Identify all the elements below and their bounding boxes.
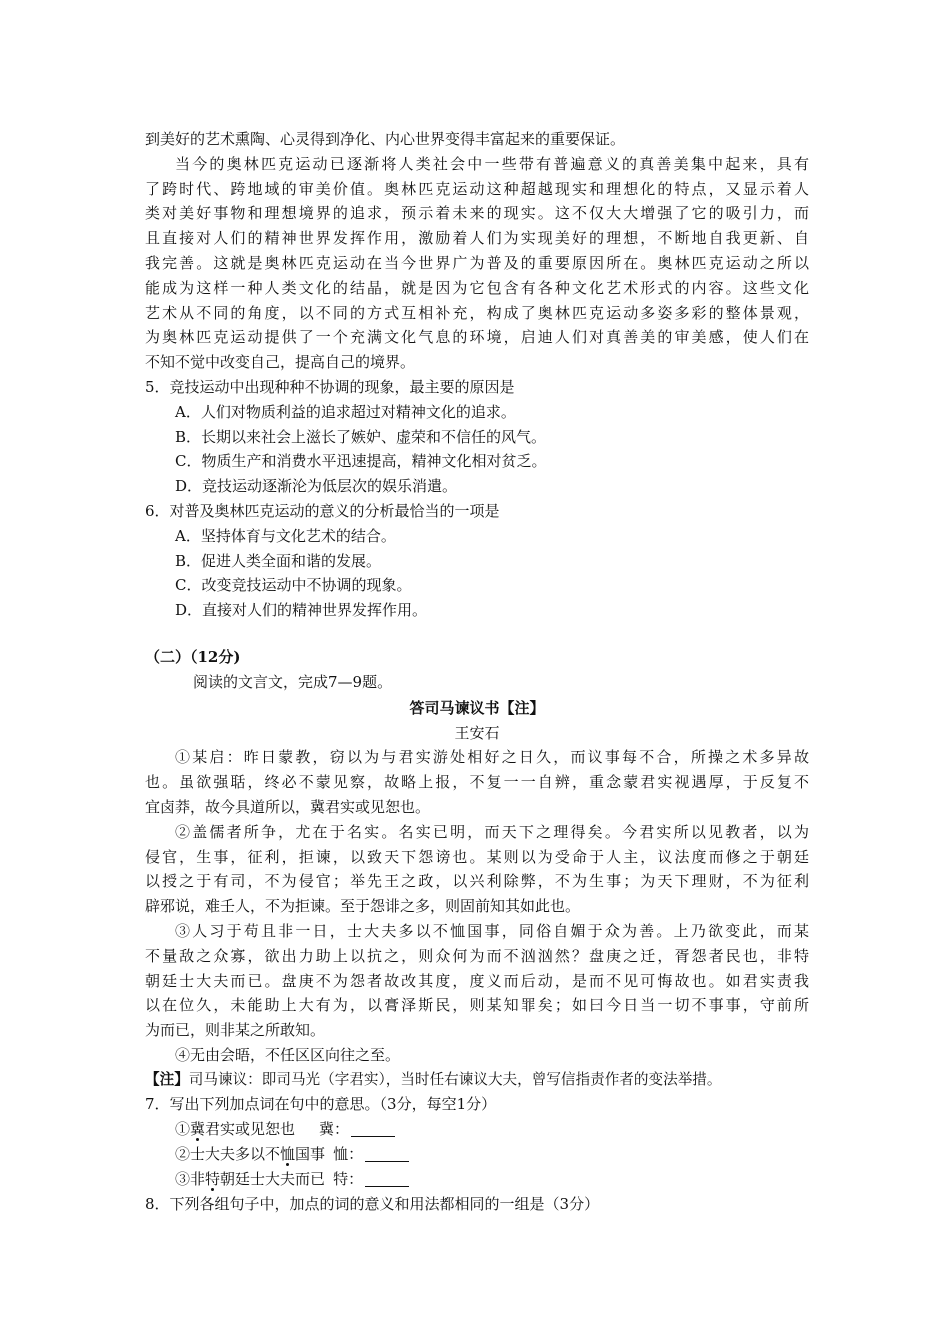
option-d: D．直接对人们的精神世界发挥作用。 [175,601,428,620]
option-c: C．改变竞技运动中不协调的现象。 [175,576,412,595]
passage-line: 为奥林匹克运动提供了一个充满文化气息的环境，启迪人们对真善美的审美感，使人们在 [145,328,809,347]
option-d: D．竞技运动逐渐沦为低层次的娱乐消遣。 [175,477,458,496]
item-number: ③ [175,1169,191,1188]
section-heading: （二）（12分) [145,647,241,666]
section-instruction: 阅读的文言文，完成7—9题。 [193,672,393,691]
answer-blank[interactable] [365,1170,409,1187]
sentence-post: 君实或见恕也 [205,1120,296,1139]
page-content [145,127,809,1216]
classical-passage [145,745,809,1067]
classical-line: 侵官，生事，征利，拒谏，以致天下怨谤也。某则以为受命于人主，议法度而修之于朝廷 [145,847,809,866]
classical-line: 为而已，则非某之所敢知。 [145,1021,326,1040]
passage-line: 不知不觉中改变自己，提高自己的境界。 [145,353,416,372]
footnote [145,1068,809,1093]
classical-line: ①某启：昨日蒙教，窃以为与君实游处相好之日久，而议事每不合，所操之术多异故 [175,748,809,767]
passage-line: 类对美好事物和理想境界的追求，预示着未来的现实。这不仅大大增强了它的吸引力，而 [145,204,809,223]
question-5 [145,375,809,499]
passage-line: 且直接对人们的精神世界发挥作用，激励着人们为实现美好的理想，不断地自我更新、自 [145,229,809,248]
option-b: B．长期以来社会上滋长了嫉妒、虚荣和不信任的风气。 [175,427,547,446]
note-text: 司马谏议：即司马光（字君实），当时任右谏议大夫，曾写信指责作者的变法举措。 [188,1070,722,1088]
dotted-word: 特 [205,1169,221,1188]
question-7 [145,1092,809,1191]
sentence-pre: 非 [190,1169,206,1188]
question-8-stem: 8．下列各组句子中，加点的词的意义和用法都相同的一组是（3分） [145,1194,600,1213]
classical-line: 以授之于有司，不为侵官；举先王之政，以兴利除弊，不为生事；为天下理财，不为征利 [145,872,809,891]
classical-line: 也。虽欲强聒，终必不蒙见察，故略上报，不复一一自辨，重念蒙君实视遇厚，于反复不 [145,773,809,792]
option-a: A．人们对物质利益的追求超过对精神文化的追求。 [175,402,516,421]
answer-label: 特： [333,1169,364,1188]
classical-line: 不量敌之众寡，欲出力助上以抗之，则众何为而不汹汹然？盘庚之迁，胥怨者民也，非特 [145,946,809,965]
q7-item-2 [145,1142,809,1167]
q7-item-3 [145,1167,809,1192]
section-2 [145,645,809,745]
passage-line: 当今的奥林匹克运动已逐渐将人类社会中一些带有普遍意义的真善美集中起来，具有 [175,154,809,173]
modern-passage [145,127,809,375]
passage-line: 能成为这样一种人类文化的结晶，就是因为它包含有各种文化艺术形式的内容。这些文化 [145,278,809,297]
item-number: ② [175,1145,191,1164]
passage-line: 艺术从不同的角度，以不同的方式互相补充，构成了奥林匹克运动多姿多彩的整体景观， [145,303,809,322]
passage-line: 到美好的艺术熏陶、心灵得到净化、内心世界变得丰富起来的重要保证。 [145,130,626,148]
spacer [145,623,809,645]
q7-item-1 [145,1117,809,1142]
classical-line: 辟邪说，难壬人，不为拒谏。至于怨诽之多，则固前知其如此也。 [145,897,581,916]
option-a: A．坚持体育与文化艺术的结合。 [175,526,396,545]
answer-blank[interactable] [351,1120,395,1137]
passage-line: 我完善。这就是奥林匹克运动在当今世界广为普及的重要原因所在。奥林匹克运动之所以 [145,253,809,272]
question-stem: 7．写出下列加点词在句中的意思。（3分，每空1分） [145,1095,497,1114]
question-stem: 5．竞技运动中出现种种不协调的现象，最主要的原因是 [145,377,515,396]
classical-line: ②盖儒者所争，尤在于名实。名实已明，而天下之理得矣。今君实所以见教者，以为 [175,822,809,841]
item-number: ① [175,1120,191,1139]
sentence-post: 国事 [295,1145,326,1164]
question-6 [145,499,809,623]
note-label: 【注】 [145,1070,189,1088]
classical-line: 以在位久，未能助上大有为，以膏泽斯民，则某知罪矣；如曰今日当一切不事事，守前所 [145,996,809,1015]
classical-line: 朝廷士大夫而已。盘庚不为怨者故改其度，度义而后动，是而不见可悔故也。如君实责我 [145,971,809,990]
dotted-word: 恤 [280,1145,296,1164]
answer-label: 冀： [319,1120,350,1139]
question-stem: 6．对普及奥林匹克运动的意义的分析最恰当的一项是 [145,501,500,520]
sentence-post: 朝廷士大夫而已 [220,1169,326,1188]
option-b: B．促进人类全面和谐的发展。 [175,551,382,570]
passage-line: 了跨时代、跨地域的审美价值。奥林匹克运动这种超越现实和理想化的特点，又显示着人 [145,179,809,198]
dotted-word: 冀 [190,1120,206,1139]
text-author: 王安石 [454,723,500,742]
text-title: 答司马谏议书【注】 [409,698,545,717]
sentence-pre: 士大夫多以不 [190,1145,281,1164]
option-c: C．物质生产和消费水平迅速提高，精神文化相对贫乏。 [175,452,547,471]
classical-line: 宜卤莽，故今具道所以，冀君实或见恕也。 [145,797,431,816]
answer-blank[interactable] [365,1145,409,1162]
classical-line: ④无由会晤，不任区区向往之至。 [175,1045,401,1064]
answer-label: 恤： [333,1145,364,1164]
classical-line: ③人习于苟且非一日，士大夫多以不恤国事，同俗自媚于众为善。上乃欲变此，而某 [175,921,809,940]
